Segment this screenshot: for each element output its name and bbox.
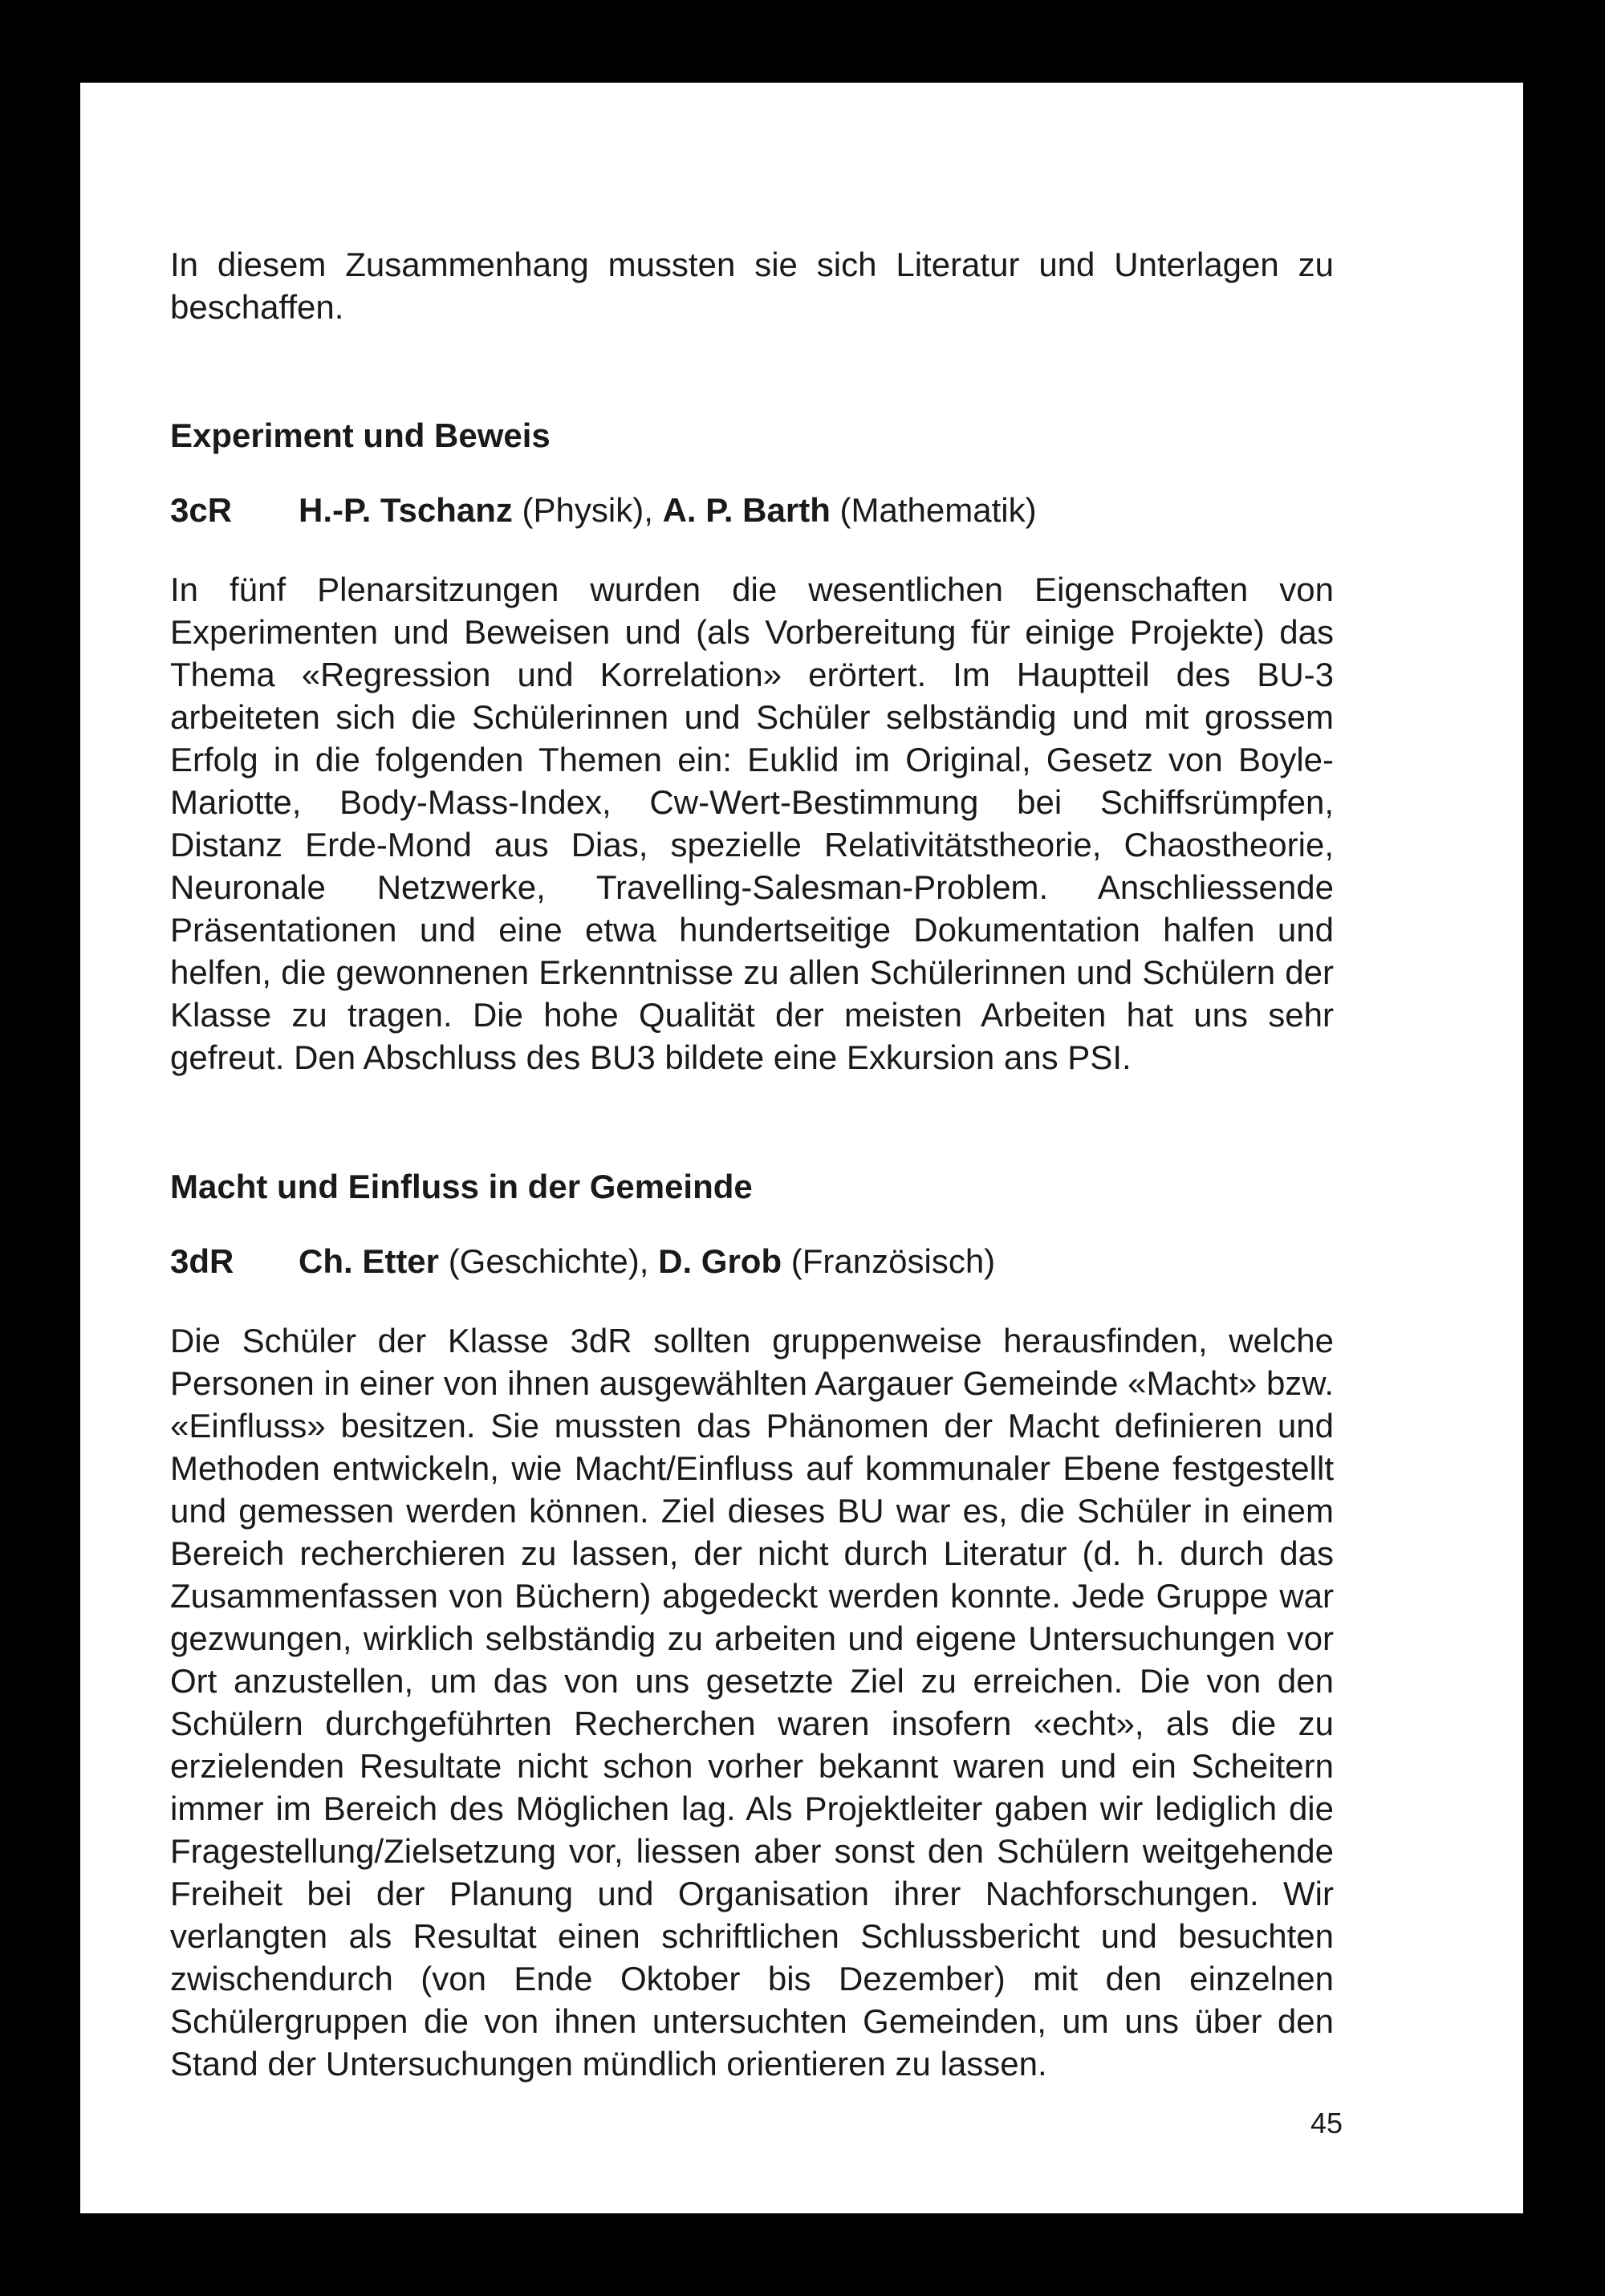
class-code: 3dR — [170, 1242, 234, 1280]
teacher-name: H.-P. Tschanz — [299, 491, 513, 529]
teacher-subject: (Geschichte), — [448, 1242, 649, 1280]
teacher-name: Ch. Etter — [299, 1242, 440, 1280]
teacher-subject: (Mathematik) — [839, 491, 1037, 529]
class-code: 3cR — [170, 491, 233, 529]
teacher-name: A. P. Barth — [662, 491, 831, 529]
teacher-list — [299, 1240, 995, 1282]
teacher-list — [299, 489, 1037, 531]
teacher-name: D. Grob — [658, 1242, 782, 1280]
course-line-3dr — [170, 1240, 1334, 1282]
page-number: 45 — [1310, 2107, 1343, 2140]
teacher-subject: (Französisch) — [790, 1242, 996, 1280]
section-paragraph-experiment: In fünf Plenarsitzungen wurden die wesentlichen Eigenschaften von Experimenten und Beweisen und (als Vorbereitung für einige Projekte) das Thema «Regression und Korrelation» erörtert. Im Hauptteil des BU-3 arbeiteten sich die Schülerinnen und Schüler selbständig und mit grossem Erfolg in die folgenden Themen ein: Euklid im Original, Gesetz von Boyle-Mariotte, Body-Mass-Index, Cw-Wert-Bestimmung bei Schiffsrümpfen, Distanz Erde-Mond aus Dias, spezielle Relativitätstheorie, Chaostheorie, Neuronale Netzwerke, Travelling-Salesman-Problem. Anschliessende Präsentationen und eine etwa hundertseitige Dokumentation halfen und helfen, die gewonnenen Erkenntnisse zu allen Schülerinnen und Schülern der Klasse zu tragen. Die hohe Qualität der meisten Arbeiten hat uns sehr gefreut. Den Abschluss des BU3 bildete eine Exkursion ans PSI. — [170, 571, 1334, 1076]
section-title-macht: Macht und Einfluss in der Gemeinde — [170, 1168, 753, 1205]
page-content — [170, 243, 1334, 2085]
intro-paragraph: In diesem Zusammenhang mussten sie sich Literatur und Unterlagen zu beschaffen. — [170, 246, 1334, 326]
course-line-3cr — [170, 489, 1334, 531]
section-title-experiment: Experiment und Beweis — [170, 417, 551, 454]
document-page — [80, 83, 1523, 2213]
section-paragraph-macht: Die Schüler der Klasse 3dR sollten gruppenweise herausfinden, welche Personen in einer von ihnen ausgewählten Aargauer Gemeinde «Macht» bzw. «Einfluss» besitzen. Sie mussten das Phänomen der Macht definieren und Methoden entwickeln, wie Macht/Einfluss auf kommunaler Ebene festgestellt und gemessen werden können. Ziel dieses BU war es, die Schüler in einem Bereich recherchieren zu lassen, der nicht durch Literatur (d. h. durch das Zusammenfassen von Büchern) abgedeckt werden konnte. Jede Gruppe war gezwungen, wirklich selbständig zu arbeiten und eigene Untersuchungen vor Ort anzustellen, um das von uns gesetzte Ziel zu erreichen. Die von den Schülern durchgeführten Recherchen waren insofern «echt», als die zu erzielenden Resultate nicht schon vorher bekannt waren und ein Scheitern immer im Bereich des Möglichen lag. Als Projektleiter gaben wir lediglich die Fragestellung/Zielsetzung vor, liessen aber sonst den Schülern weitgehende Freiheit bei der Planung und Organisation ihrer Nachforschungen. Wir verlangten als Resultat einen schriftlichen Schlussbericht und besuchten zwischendurch (von Ende Oktober bis Dezember) mit den einzelnen Schülergruppen die von ihnen untersuchten Gemeinden, um uns über den Stand der Untersuchungen mündlich orientieren zu lassen. — [170, 1322, 1334, 2083]
teacher-subject: (Physik), — [522, 491, 653, 529]
